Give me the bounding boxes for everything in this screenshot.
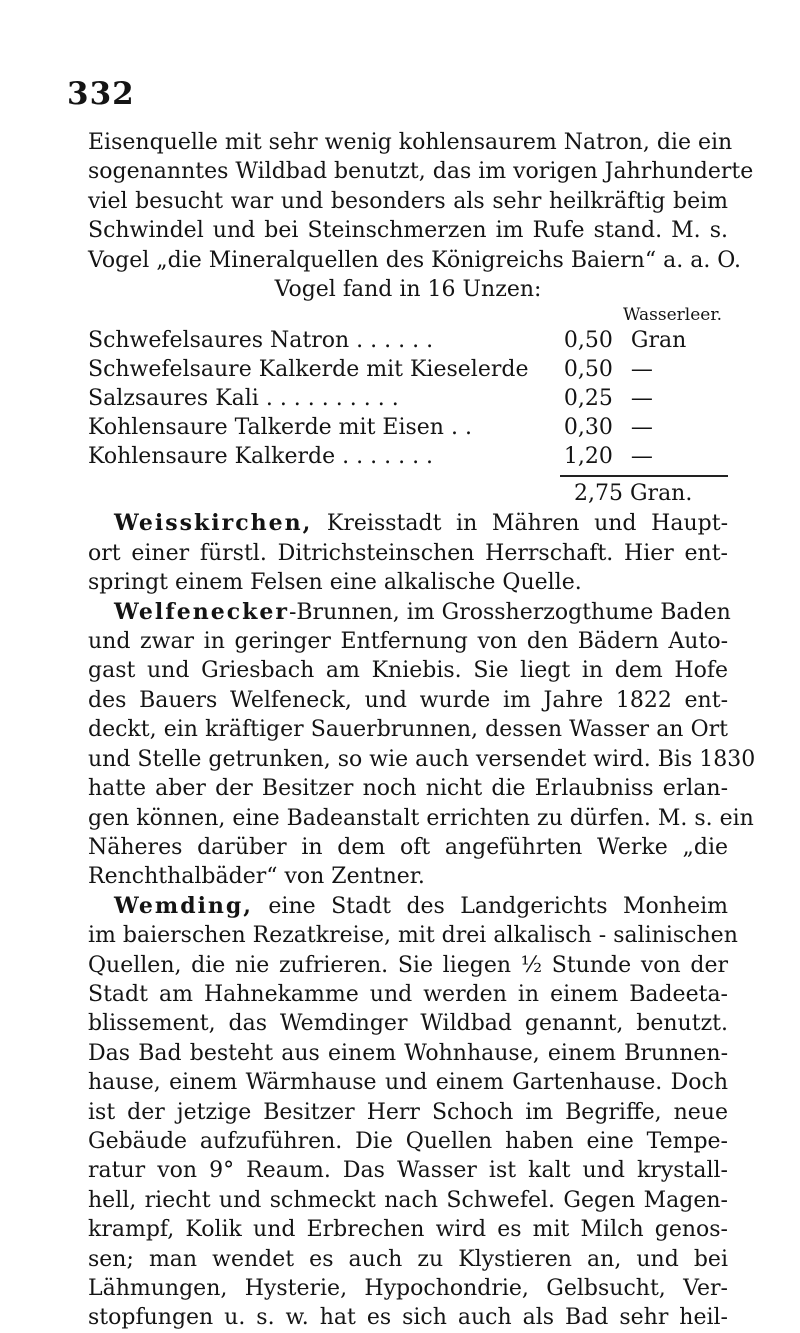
substance-name: Schwefelsaure Kalkerde mit Kieselerde (88, 357, 529, 383)
substance-value: 0,25 (563, 386, 613, 412)
text-line: Stadt am Hahnekamme und werden in einem Badeeta- (88, 981, 728, 1007)
text-line: hell, riecht und schmeckt nach Schwefel. Gegen Magen- (88, 1187, 728, 1213)
text-line: ist der jetzige Besitzer Herr Schoch im Begriffe, neue (88, 1099, 728, 1125)
table-row (88, 413, 728, 442)
text-line: Quellen, die nie zufrieren. Sie liegen ½ Stunde von der (88, 952, 728, 978)
substance-name: Schwefelsaures Natron . . . . . . (88, 328, 434, 354)
text-line (88, 509, 728, 538)
text-line: und Stelle getrunken, so wie auch versendet wird. Bis 1830 (88, 746, 756, 772)
substance-value: 0,30 (563, 415, 613, 441)
text-line: Schwindel und bei Steinschmerzen im Rufe stand. M. s. (88, 218, 728, 244)
page-body (88, 128, 756, 1333)
text-line: im baierschen Rezatkreise, mit drei alkalisch - salinischen (88, 923, 738, 949)
place-name: Weisskirchen, (114, 510, 313, 537)
place-name: Wemding, (114, 892, 253, 919)
text-line: Renchthalbäder“ von Zentner. (88, 864, 425, 890)
substance-value: 1,20 (563, 444, 613, 470)
analysis-total: 2,75 Gran. (574, 481, 693, 507)
page-number: 332 (67, 76, 135, 112)
analysis-intro: Vogel fand in 16 Unzen: (274, 277, 542, 303)
text-line: und zwar in geringer Entfernung von den Bädern Auto- (88, 629, 728, 655)
text-line: deckt, ein kräftiger Sauerbrunnen, dessen Wasser an Ort (88, 717, 728, 743)
substance-unit: — (630, 386, 653, 412)
substance-unit: — (630, 415, 653, 441)
substance-name: Kohlensaure Talkerde mit Eisen . . (88, 415, 472, 441)
text-line: sogenanntes Wildbad benutzt, das im vorigen Jahrhunderte (88, 159, 754, 185)
text-fragment: eine Stadt des Landgerichts Monheim (252, 893, 728, 919)
paragraph-weisskirchen (88, 509, 728, 597)
text-line: ratur von 9° Reaum. Das Wasser ist kalt und krystall- (88, 1158, 728, 1184)
place-name: Welfenecker (114, 598, 289, 625)
substance-name: Salzsaures Kali . . . . . . . . . . (88, 386, 399, 412)
substance-unit: Gran (630, 328, 687, 354)
text-line: Gebäude aufzuführen. Die Quellen haben eine Tempe- (88, 1128, 728, 1154)
text-line: sen; man wendet es auch zu Klystieren an, und bei (88, 1246, 728, 1272)
text-line: Eisenquelle mit sehr wenig kohlensaurem Natron, die ein (88, 130, 733, 155)
table-row (88, 326, 728, 355)
text-line: Lähmungen, Hysterie, Hypochondrie, Gelbsucht, Ver- (88, 1276, 728, 1301)
analysis-table (88, 326, 728, 471)
substance-unit: — (630, 444, 653, 470)
paragraph-eisenquelle (88, 128, 754, 275)
text-line: blissement, das Wemdinger Wildbad genannt, benutzt. (88, 1011, 728, 1037)
text-line: gast und Griesbach am Kniebis. Sie liegt in dem Hofe (88, 658, 728, 684)
table-row (88, 355, 728, 384)
text-line: viel besucht war und besonders als sehr heilkräftig beim (88, 188, 728, 214)
table-row (88, 442, 728, 471)
text-line: hause, einem Wärmhause und einem Gartenhause. Doch (88, 1070, 728, 1096)
text-line: krampf, Kolik und Erbrechen wird es mit Milch genos- (88, 1217, 728, 1243)
text-line: Das Bad besteht aus einem Wohnhause, einem Brunnen- (88, 1040, 728, 1066)
text-line: hatte aber der Besitzer noch nicht die Erlaubniss erlan- (88, 776, 728, 802)
text-line: Vogel „die Mineralquellen des Königreichs Baiern“ a. a. O. (88, 247, 742, 273)
wasserleer-label: Wasserleer. (623, 305, 722, 326)
text-line: springt einem Felsen eine alkalische Quelle. (88, 570, 582, 596)
substance-unit: — (630, 357, 653, 383)
text-fragment: -Brunnen, im Grossherzogthume Baden (288, 599, 731, 625)
substance-value: 0,50 (563, 357, 613, 383)
paragraph-welfenecker (88, 598, 756, 892)
table-row (88, 384, 728, 413)
text-line: stopfungen u. s. w. hat es sich auch als Bad sehr heil- (88, 1305, 728, 1331)
paragraph-wemding (88, 892, 738, 1333)
substance-value: 0,50 (563, 328, 613, 354)
text-line: gen können, eine Badeanstalt errichten zu dürfen. M. s. ein (88, 805, 754, 831)
text-line (88, 892, 728, 921)
text-line: des Bauers Welfeneck, und wurde im Jahre 1822 ent- (88, 687, 728, 713)
text-fragment: Kreisstadt in Mähren und Haupt- (312, 511, 728, 537)
text-line: Näheres darüber in dem oft angeführten Werke „die (88, 834, 728, 860)
substance-name: Kohlensaure Kalkerde . . . . . . . (88, 444, 434, 470)
text-line (88, 598, 731, 627)
text-line: ort einer fürstl. Ditrichsteinschen Herrschaft. Hier ent- (88, 540, 728, 566)
